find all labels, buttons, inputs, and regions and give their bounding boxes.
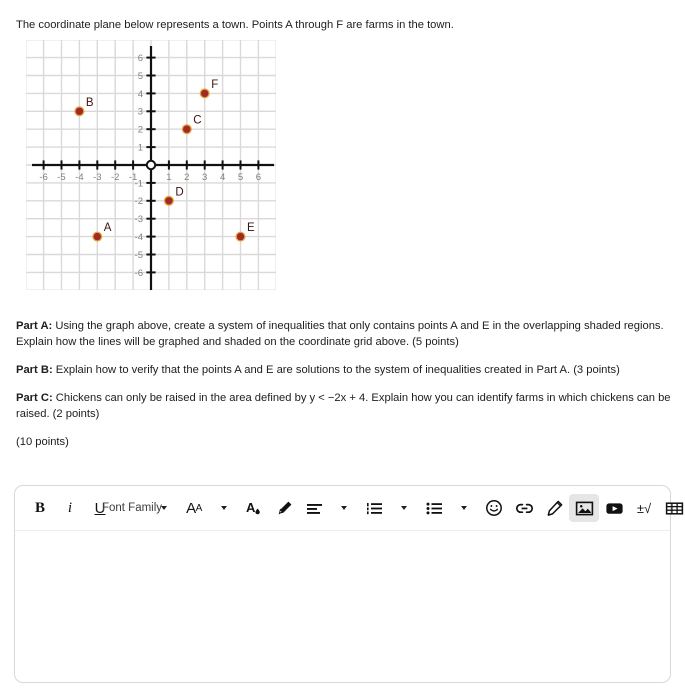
highlight-button[interactable] — [269, 494, 299, 522]
svg-text:-5: -5 — [57, 172, 66, 183]
svg-text:E: E — [247, 222, 255, 235]
svg-text:B: B — [85, 96, 94, 109]
part-a — [16, 319, 676, 350]
coordinate-plane-graph — [26, 40, 276, 290]
chevron-down-icon — [341, 506, 347, 510]
origin-marker — [147, 161, 155, 169]
svg-text:D: D — [175, 186, 184, 199]
rich-text-editor — [14, 485, 671, 683]
chevron-down-icon — [461, 506, 467, 510]
part-c — [16, 391, 676, 422]
bulleted-list-dropdown-caret[interactable] — [449, 494, 479, 522]
svg-text:F: F — [211, 78, 219, 91]
font-family-select[interactable]: Font Family — [101, 502, 163, 514]
svg-text:-4: -4 — [134, 232, 143, 243]
total-points-text: (10 points) — [16, 436, 69, 449]
svg-text:A: A — [103, 222, 112, 235]
total-points — [16, 435, 676, 450]
font-size-decrease-caret[interactable] — [149, 494, 179, 522]
part-c-text: Chickens can only be raised in the area defined by y < −2x + 4. Explain how you can identify farms in which chickens can be raised. (2 points) — [16, 392, 671, 420]
bulleted-list-button[interactable] — [419, 494, 449, 522]
link-chain-icon — [515, 499, 534, 518]
marker-pen-icon — [275, 499, 294, 518]
ordered-list-button[interactable] — [359, 494, 389, 522]
insert-video-button[interactable] — [599, 494, 629, 522]
svg-text:2: 2 — [137, 124, 143, 136]
svg-text:6: 6 — [137, 53, 143, 64]
font-size-sub-label: A — [195, 502, 202, 514]
draw-button[interactable] — [539, 494, 569, 522]
chevron-down-icon — [401, 506, 407, 510]
font-color-icon — [245, 499, 263, 517]
font-size-label: A — [186, 499, 196, 517]
svg-text:-3: -3 — [93, 172, 102, 183]
svg-text:-5: -5 — [134, 249, 143, 261]
editor-toolbar — [15, 486, 670, 531]
svg-text:-2: -2 — [110, 172, 120, 183]
math-equation-button[interactable]: ±√ — [636, 500, 652, 516]
bold-button[interactable]: B — [34, 499, 45, 516]
emoji-button[interactable] — [479, 494, 509, 522]
part-b-text: Explain how to verify that the points A and E are solutions to the system of inequalities created in Part A. (3 points) — [52, 364, 620, 376]
smiley-icon — [485, 499, 503, 517]
numbered-list-icon — [366, 500, 383, 517]
part-c-label: Part C: — [16, 392, 53, 405]
insert-image-button[interactable] — [569, 494, 599, 522]
svg-text:3: 3 — [137, 106, 143, 118]
align-left-icon — [306, 500, 323, 517]
svg-text:-6: -6 — [134, 267, 143, 279]
svg-text:C: C — [193, 114, 202, 127]
svg-text:4: 4 — [137, 88, 143, 100]
link-button[interactable] — [509, 494, 539, 522]
svg-text:2: 2 — [184, 172, 190, 183]
ordered-list-dropdown-caret[interactable] — [389, 494, 419, 522]
part-b-label: Part B: — [16, 364, 53, 376]
svg-text:5: 5 — [237, 172, 244, 183]
chevron-down-icon — [161, 506, 167, 510]
part-a-label: Part A: — [16, 320, 53, 333]
align-button[interactable] — [299, 494, 329, 522]
svg-text:6: 6 — [255, 172, 262, 183]
part-a-text: Using the graph above, create a system of inequalities that only contains points A and E in the overlapping shaded regions. Explain how the lines will be graphed and shaded on the coordinate grid above. (5 points) — [16, 320, 664, 348]
table-grid-icon — [665, 499, 684, 518]
image-icon — [575, 499, 594, 518]
video-play-icon — [605, 499, 624, 518]
svg-text:-3: -3 — [134, 214, 143, 226]
svg-text:-2: -2 — [134, 196, 143, 208]
italic-button[interactable]: i — [67, 499, 73, 516]
svg-text:4: 4 — [219, 172, 226, 183]
chevron-down-icon — [221, 506, 227, 510]
insert-table-button[interactable] — [659, 494, 685, 522]
underline-button[interactable]: U — [94, 499, 106, 517]
svg-text:1: 1 — [166, 172, 172, 183]
part-b — [16, 363, 676, 378]
font-color-button[interactable] — [239, 494, 269, 522]
svg-text:1: 1 — [137, 142, 143, 154]
svg-text:-6: -6 — [39, 172, 48, 183]
pencil-icon — [545, 499, 564, 518]
svg-text:-1: -1 — [128, 172, 138, 183]
font-size-button[interactable] — [179, 494, 209, 522]
coordinate-plane-svg — [26, 40, 276, 290]
bullet-list-icon — [426, 500, 443, 517]
align-dropdown-caret[interactable] — [329, 494, 359, 522]
font-size-increase-caret[interactable] — [209, 494, 239, 522]
svg-text:-4: -4 — [75, 172, 84, 183]
svg-text:5: 5 — [137, 70, 143, 82]
question-parts — [16, 308, 676, 451]
svg-text:A: A — [246, 500, 256, 515]
svg-text:3: 3 — [202, 172, 208, 183]
intro-text: The coordinate plane below represents a town. Points A through F are farms in the town. — [16, 19, 454, 32]
svg-text:-1: -1 — [134, 178, 143, 190]
editor-text-area[interactable] — [15, 531, 670, 682]
